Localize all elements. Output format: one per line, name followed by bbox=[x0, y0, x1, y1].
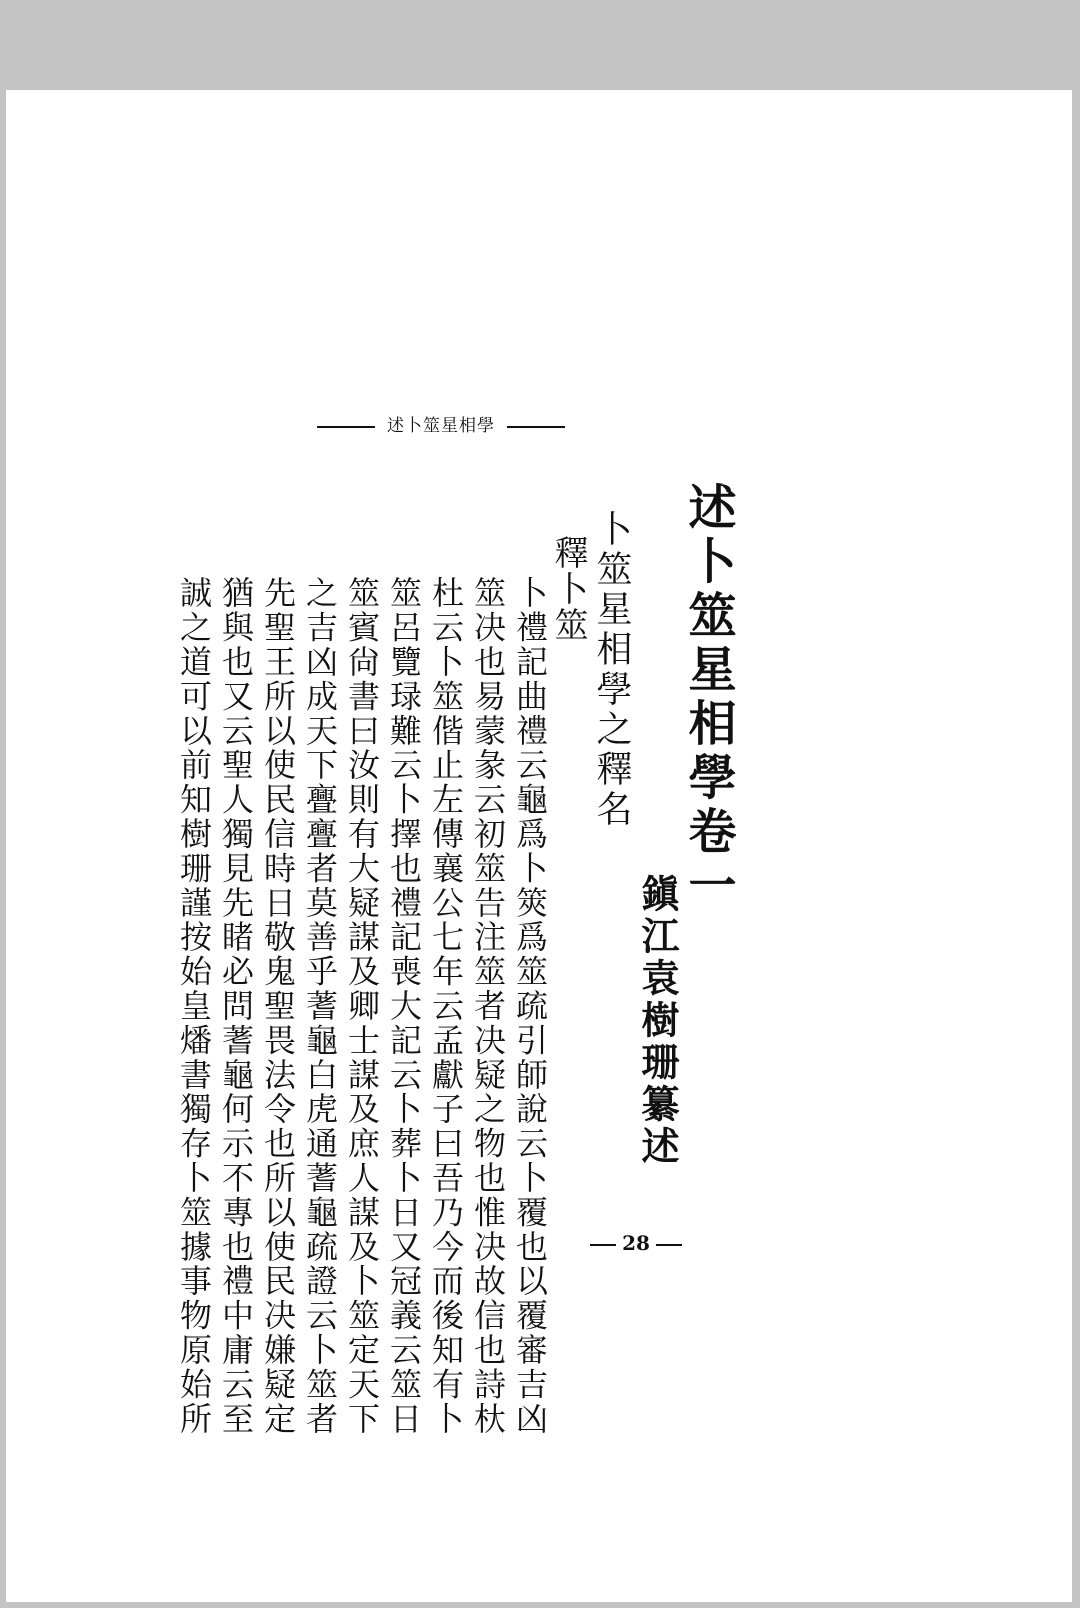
body-line: 誠之道可以前知樹珊謹按始皇燔書獨存卜筮據事物原始所 bbox=[175, 576, 213, 1436]
body-line: 先聖王所以使民信時日敬鬼聖畏法令也所以使民决嫌疑定 bbox=[259, 576, 297, 1436]
body-line: 筮賓尙書曰汝則有大疑謀及卿士謀及庶人謀及卜筮定天下 bbox=[343, 576, 381, 1436]
chapter-title: 述卜筮星相學卷一 bbox=[680, 482, 736, 914]
author-line: 鎭江袁樹珊纂述 bbox=[635, 874, 680, 1168]
page-number-text: 28 bbox=[622, 1231, 650, 1255]
scanned-page bbox=[6, 90, 1072, 1602]
page-number-dash-right bbox=[656, 1244, 682, 1246]
page-number bbox=[581, 1228, 691, 1258]
body-line: 之吉凶成天下亹亹者莫善乎蓍龜白虎通蓍龜疏證云卜筮者 bbox=[301, 576, 339, 1436]
running-head-rule-left bbox=[317, 426, 375, 428]
body-line: 卜禮記曲禮云龜爲卜筴爲筮疏引師說云卜覆也以覆審吉凶 bbox=[511, 576, 549, 1436]
body-line: 筮呂覽琭難云卜擇也禮記喪大記云卜葬卜日又冠義云筮日 bbox=[385, 576, 423, 1436]
section-heading: 卜筮星相學之釋名 bbox=[591, 510, 632, 830]
body-line: 筮决也易蒙彖云初筮告注筮者决疑之物也惟决故信也詩杕 bbox=[469, 576, 507, 1436]
page-number-dash-left bbox=[590, 1244, 616, 1246]
running-head bbox=[296, 414, 586, 438]
subsection-heading: 釋卜筮 bbox=[548, 535, 588, 643]
body-line: 猶與也又云聖人獨見先睹必問蓍龜何示不專也禮中庸云至 bbox=[217, 576, 255, 1436]
body-line: 杜云卜筮偕止左傳襄公七年云孟獻子曰吾乃今而後知有卜 bbox=[427, 576, 465, 1436]
running-head-text: 述卜筮星相學 bbox=[387, 416, 495, 436]
running-head-rule-right bbox=[507, 426, 565, 428]
